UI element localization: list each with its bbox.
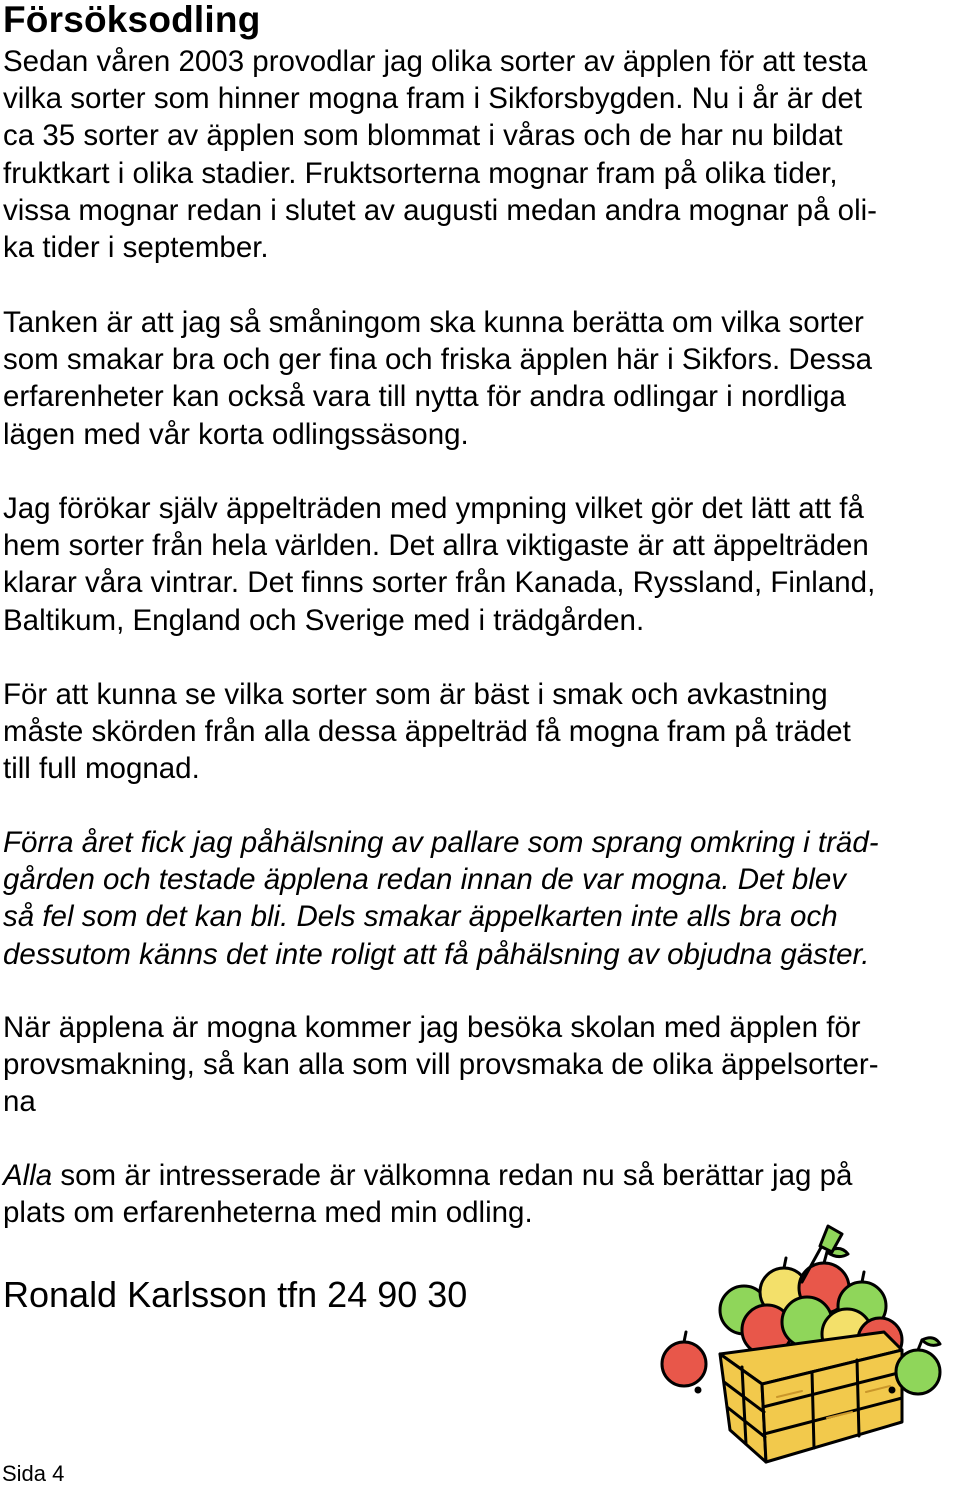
apple-icon (896, 1350, 940, 1394)
paragraph-school-visit: När äpplena är mogna kommer jag besöka skolan med äpplen för provsmakning, så kan alla som vill provsmaka de olika äppelsorter- na (3, 1011, 879, 1119)
paragraph-intro: Sedan våren 2003 provodlar jag olika sorter av äpplen för att testa vilka sorter som hinner mogna fram i Sikforsbygden. Nu i år är det ca 35 sorter av äpplen som blommat i våras och de har nu bildat fruktkart i olika stadier. Fruktsorterna mognar fram på olika tider, vissa mognar redan i slutet av augusti medan andra mognar på oli- ka tider i september. (3, 45, 878, 265)
paragraph-last-year: Förra året fick jag påhälsning av pallare som sprang omkring i träd- gården och testade äpplena redan innan de var mogna. Det blev så fel som det kan bli. Dels smakar äppelkarten inte alls bra och dessutom känns det inte roligt att få påhälsning av objudna gäster. (3, 826, 879, 971)
paragraph-purpose: Tanken är att jag så småningom ska kunna berätta om vilka sorter som smakar bra och ger fina och friska äpplen här i Sikfors. Dessa erfarenheter kan också vara till nytta för andra odlingar i nordliga lägen med vår korta odlingssäsong. (3, 306, 872, 451)
emphasis-word: Alla (3, 1159, 53, 1192)
welcome-text: som är intresserade är välkomna redan nu så berättar jag på plats om erfarenheterna med min odling. (3, 1159, 853, 1230)
apple-crate-icon (652, 1222, 952, 1472)
paragraph-welcome (3, 1157, 955, 1231)
paragraph-grafting: Jag förökar själv äppelträden med ympning vilket gör det lätt att få hem sorter från hela världen. Det allra viktigaste är att äppelträden klarar våra vintrar. Det finns sorter från Kanada, Ryssland, Finland, Baltikum, England och Sverige med i trädgården. (3, 492, 876, 637)
page-title: Försöksodling (3, 0, 261, 40)
apple-icon (662, 1342, 706, 1386)
page-number: Sida 4 (2, 1461, 65, 1486)
signature: Ronald Karlsson tfn 24 90 30 (3, 1274, 468, 1315)
paragraph-ripening: För att kunna se vilka sorter som är bäst i smak och avkastning måste skörden från alla dessa äppelträd få mogna fram på trädet till full mognad. (3, 678, 851, 786)
